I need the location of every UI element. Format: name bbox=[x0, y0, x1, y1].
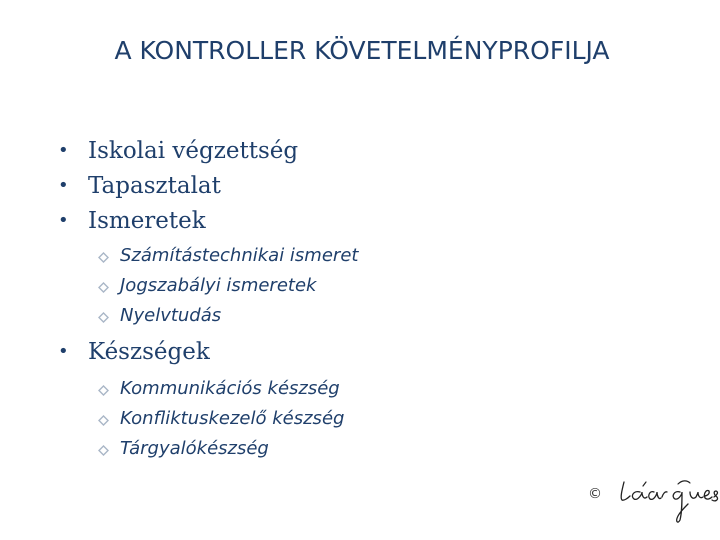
bullet-label: Ismeretek bbox=[88, 208, 206, 234]
sub-bullet-item bbox=[58, 241, 358, 271]
diamond-outline-icon bbox=[98, 282, 109, 293]
sub-bullet-list bbox=[58, 374, 358, 464]
bullet-item bbox=[58, 171, 358, 206]
sub-bullet-label: Kommunikációs készség bbox=[120, 378, 340, 399]
handwritten-signature bbox=[610, 470, 720, 526]
sub-bullet-item bbox=[58, 434, 358, 464]
bullet-dot: • bbox=[58, 175, 69, 196]
sub-bullet-label: Számítástechnikai ismeret bbox=[120, 245, 359, 266]
bullet-label: Tapasztalat bbox=[88, 173, 221, 199]
sub-bullet-item bbox=[58, 404, 358, 434]
bullet-dot: • bbox=[58, 210, 69, 231]
bullet-item bbox=[58, 136, 358, 171]
sub-bullet-label: Jogszabályi ismeretek bbox=[120, 275, 317, 296]
sub-bullet-item bbox=[58, 271, 358, 301]
author-signature bbox=[588, 470, 718, 530]
bullet-item bbox=[58, 337, 358, 372]
copyright-symbol: © bbox=[588, 486, 602, 502]
diamond-outline-icon bbox=[98, 252, 109, 263]
bullet-dot: • bbox=[58, 341, 69, 362]
bullet-dot: • bbox=[58, 140, 69, 161]
bullet-label: Készségek bbox=[88, 339, 210, 365]
bullet-label: Iskolai végzettség bbox=[88, 138, 299, 164]
bullet-list bbox=[58, 136, 358, 464]
diamond-outline-icon bbox=[98, 445, 109, 456]
sub-bullet-label: Tárgyalókészség bbox=[120, 438, 269, 459]
sub-bullet-list bbox=[58, 241, 358, 331]
sub-bullet-item bbox=[58, 301, 358, 331]
sub-bullet-label: Konfliktuskezelő készség bbox=[120, 408, 345, 429]
diamond-outline-icon bbox=[98, 385, 109, 396]
slide-title: A KONTROLLER KÖVETELMÉNYPROFILJA bbox=[114, 36, 610, 65]
diamond-outline-icon bbox=[98, 312, 109, 323]
diamond-outline-icon bbox=[98, 415, 109, 426]
sub-bullet-label: Nyelvtudás bbox=[120, 305, 222, 326]
bullet-item bbox=[58, 206, 358, 241]
sub-bullet-group bbox=[58, 374, 358, 464]
sub-bullet-item bbox=[58, 374, 358, 404]
sub-bullet-group bbox=[58, 241, 358, 331]
